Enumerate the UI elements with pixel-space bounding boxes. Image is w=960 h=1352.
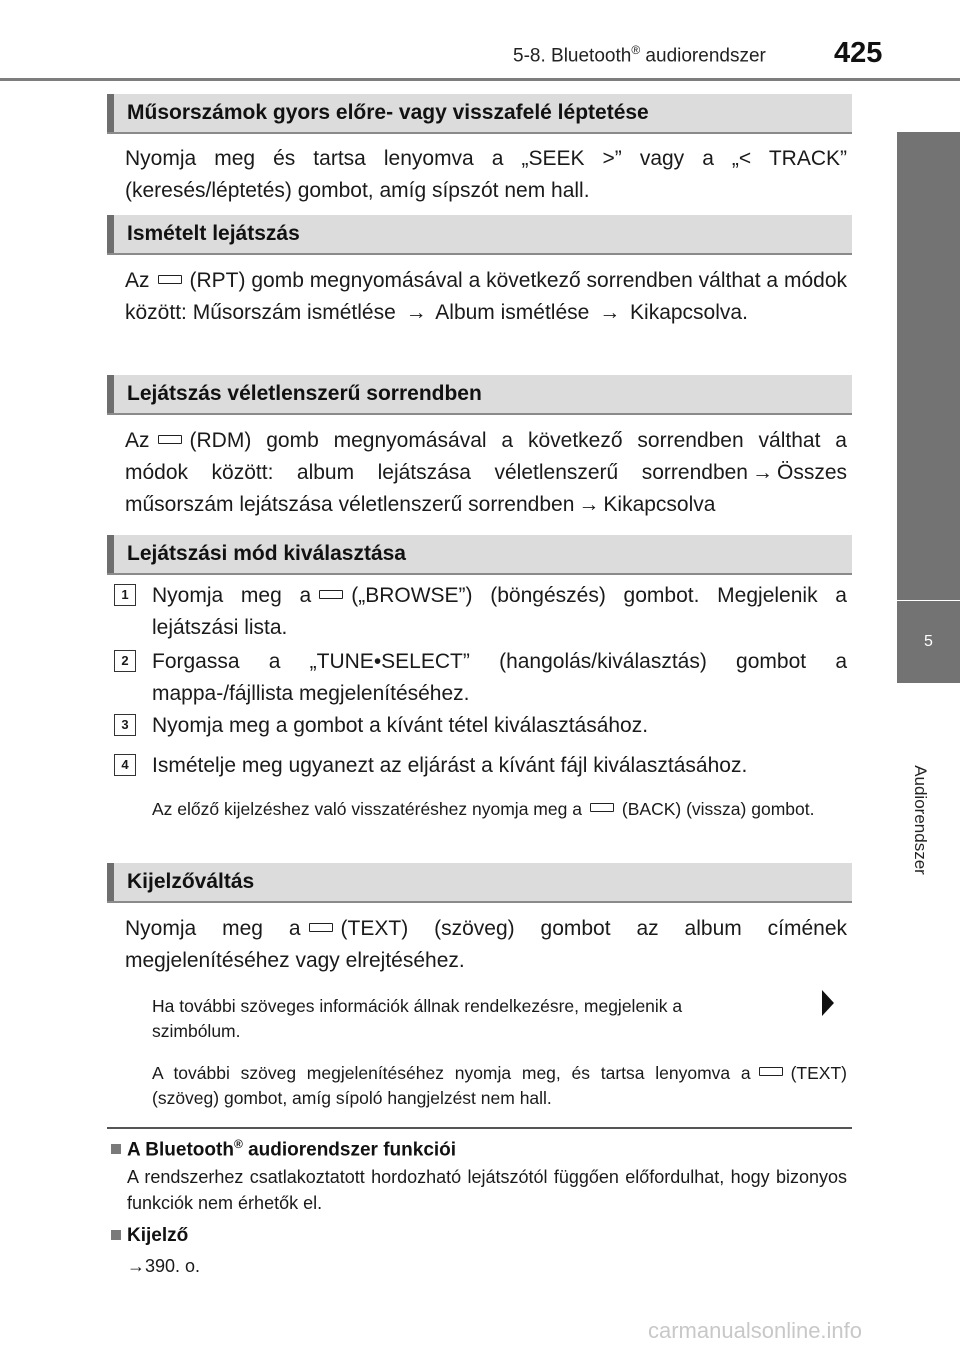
running-header: 5-8. Bluetooth® audiorendszer <box>513 43 766 67</box>
section-heading-mode-select <box>107 535 852 575</box>
step-text: Forgassa a „TUNE•SELECT” (hangolás/kiválasztás) gombot a mappa-/fájllista megjelenítéséhez. <box>152 650 847 705</box>
arrow-icon: → <box>405 301 427 324</box>
display-heading: Kijelző <box>111 1225 188 1247</box>
step-number: 1 <box>114 584 136 606</box>
section-heading-display-switch <box>107 863 852 903</box>
step-number: 3 <box>114 714 136 736</box>
step-text: Ismételje meg ugyanezt az eljárást a kívánt fájl kiválasztásához. <box>152 754 748 777</box>
step-text: Nyomja meg a („BROWSE”) (böngészés) gombot. Megjelenik a lejátszási lista. <box>152 584 847 639</box>
button-icon <box>158 275 182 284</box>
button-icon <box>319 590 343 599</box>
button-icon <box>309 923 333 932</box>
section-title: Műsorszámok gyors előre- vagy visszafelé léptetése <box>127 101 649 124</box>
section-title: Kijelzőváltás <box>127 870 255 893</box>
random-text: Az (RDM) gomb megnyomásával a következő sorrendben válthat a módok között: album lejátszása véletlenszerű sorrendben → Összes műsorszám lejátszása véletlenszerű sorrendben → Kikapcsolva <box>125 429 847 516</box>
functions-text: A rendszerhez csatlakoztatott hordozható lejátszótól függően előfordulhat, hogy bizonyos funkciók nem érhetők el. <box>127 1167 847 1213</box>
section-heading-fast-seek <box>107 94 852 134</box>
square-bullet-icon <box>111 1144 121 1154</box>
step-text: Nyomja meg a gombot a kívánt tétel kiválasztásához. <box>152 714 649 737</box>
repeat-text: Az (RPT) gomb megnyomásával a következő sorrendben válthat a módok között: Műsorszám ismétlése → Album ismétlése → Kikapcsolva. <box>125 269 847 324</box>
arrow-icon: → <box>751 461 773 484</box>
symbol-note: Ha további szöveges információk állnak rendelkezésre, megjelenik a szimbólum. <box>152 996 683 1041</box>
arrow-icon: → <box>578 493 600 516</box>
arrow-icon: → <box>127 1256 145 1276</box>
page-number: 425 <box>834 37 883 69</box>
section-heading-random <box>107 375 852 415</box>
button-icon <box>759 1067 783 1076</box>
section-title: Lejátszási mód kiválasztása <box>127 542 406 565</box>
button-icon <box>158 435 182 444</box>
button-icon <box>590 803 614 812</box>
section-title: Lejátszás véletlenszerű sorrendben <box>127 382 482 405</box>
fast-seek-text: Nyomja meg és tartsa lenyomva a „SEEK >” vagy a „< TRACK” (keresés/léptetés) gombot, amíg sípszót nem hall. <box>125 147 847 202</box>
back-note: Az előző kijelzéshez való visszatéréshez nyomja meg a (BACK) (vissza) gombot. <box>152 799 815 819</box>
square-bullet-icon <box>111 1230 121 1240</box>
chapter-number: 5 <box>924 633 933 650</box>
long-press-note: A további szöveg megjelenítéséhez nyomja meg, és tartsa lenyomva a (TEXT) (szöveg) gombot, amíg sípoló hangjelzést nem hall. <box>152 1063 847 1108</box>
section-heading-repeat <box>107 215 852 255</box>
watermark: carmanualsonline.info <box>648 1318 863 1343</box>
display-switch-text: Nyomja meg a (TEXT) (szöveg) gombot az album címének megjelenítéséhez vagy elrejtéséhez. <box>125 917 848 972</box>
display-reference: →390. o. <box>127 1256 201 1276</box>
header-rule <box>0 78 960 81</box>
chapter-label: Audiorendszer <box>911 765 930 875</box>
chapter-tab-rail <box>897 132 960 600</box>
functions-heading: A Bluetooth® audiorendszer funkciói <box>111 1137 456 1161</box>
section-title: Ismételt lejátszás <box>127 222 300 245</box>
separator-rule <box>107 1127 852 1129</box>
arrow-icon: → <box>599 301 621 324</box>
step-number: 4 <box>114 754 136 776</box>
step-number: 2 <box>114 650 136 672</box>
more-text-symbol-icon <box>822 990 834 1016</box>
